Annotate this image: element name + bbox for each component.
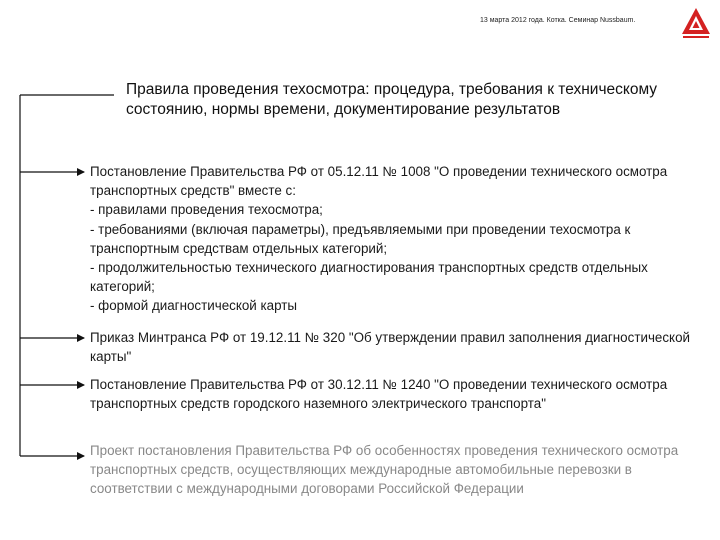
item-text: Постановление Правительства РФ от 30.12.11 № 1240 "О проведении технического осмотра транспортных средств городского наземного электрического транспорта"	[90, 377, 668, 412]
list-item	[90, 328, 702, 366]
item-text: Постановление Правительства РФ от 05.12.11 № 1008 "О проведении технического осмотра транспортных средств" вместе с: - правилами проведения техосмотра; - требованиями (включая параметры), предъявляемыми при проведении техосмотра к транспортным средствам отдельных категорий; - продолжительностью технического диагностирования транспортных средств отдельных категорий; - формой диагностической карты	[90, 164, 668, 314]
item-text: Приказ Минтранса РФ от 19.12.11 № 320 "Об утверждении правил заполнения диагностической карты"	[90, 330, 690, 365]
list-item	[90, 162, 702, 316]
list-item	[90, 375, 702, 413]
header-caption: 13 марта 2012 года. Котка. Семинар Nussbaum.	[480, 17, 636, 24]
list-item-draft	[90, 441, 702, 499]
item-text: Проект постановления Правительства РФ об особенностях проведения технического осмотра транспортных средств, осуществляющих международные автомобильные перевозки в соответствии с международными договорами Российской Федерации	[90, 443, 679, 497]
slide-title: Правила проведения техосмотра: процедура, требования к техническому состоянию, нормы времени, документирование результатов	[126, 81, 658, 118]
